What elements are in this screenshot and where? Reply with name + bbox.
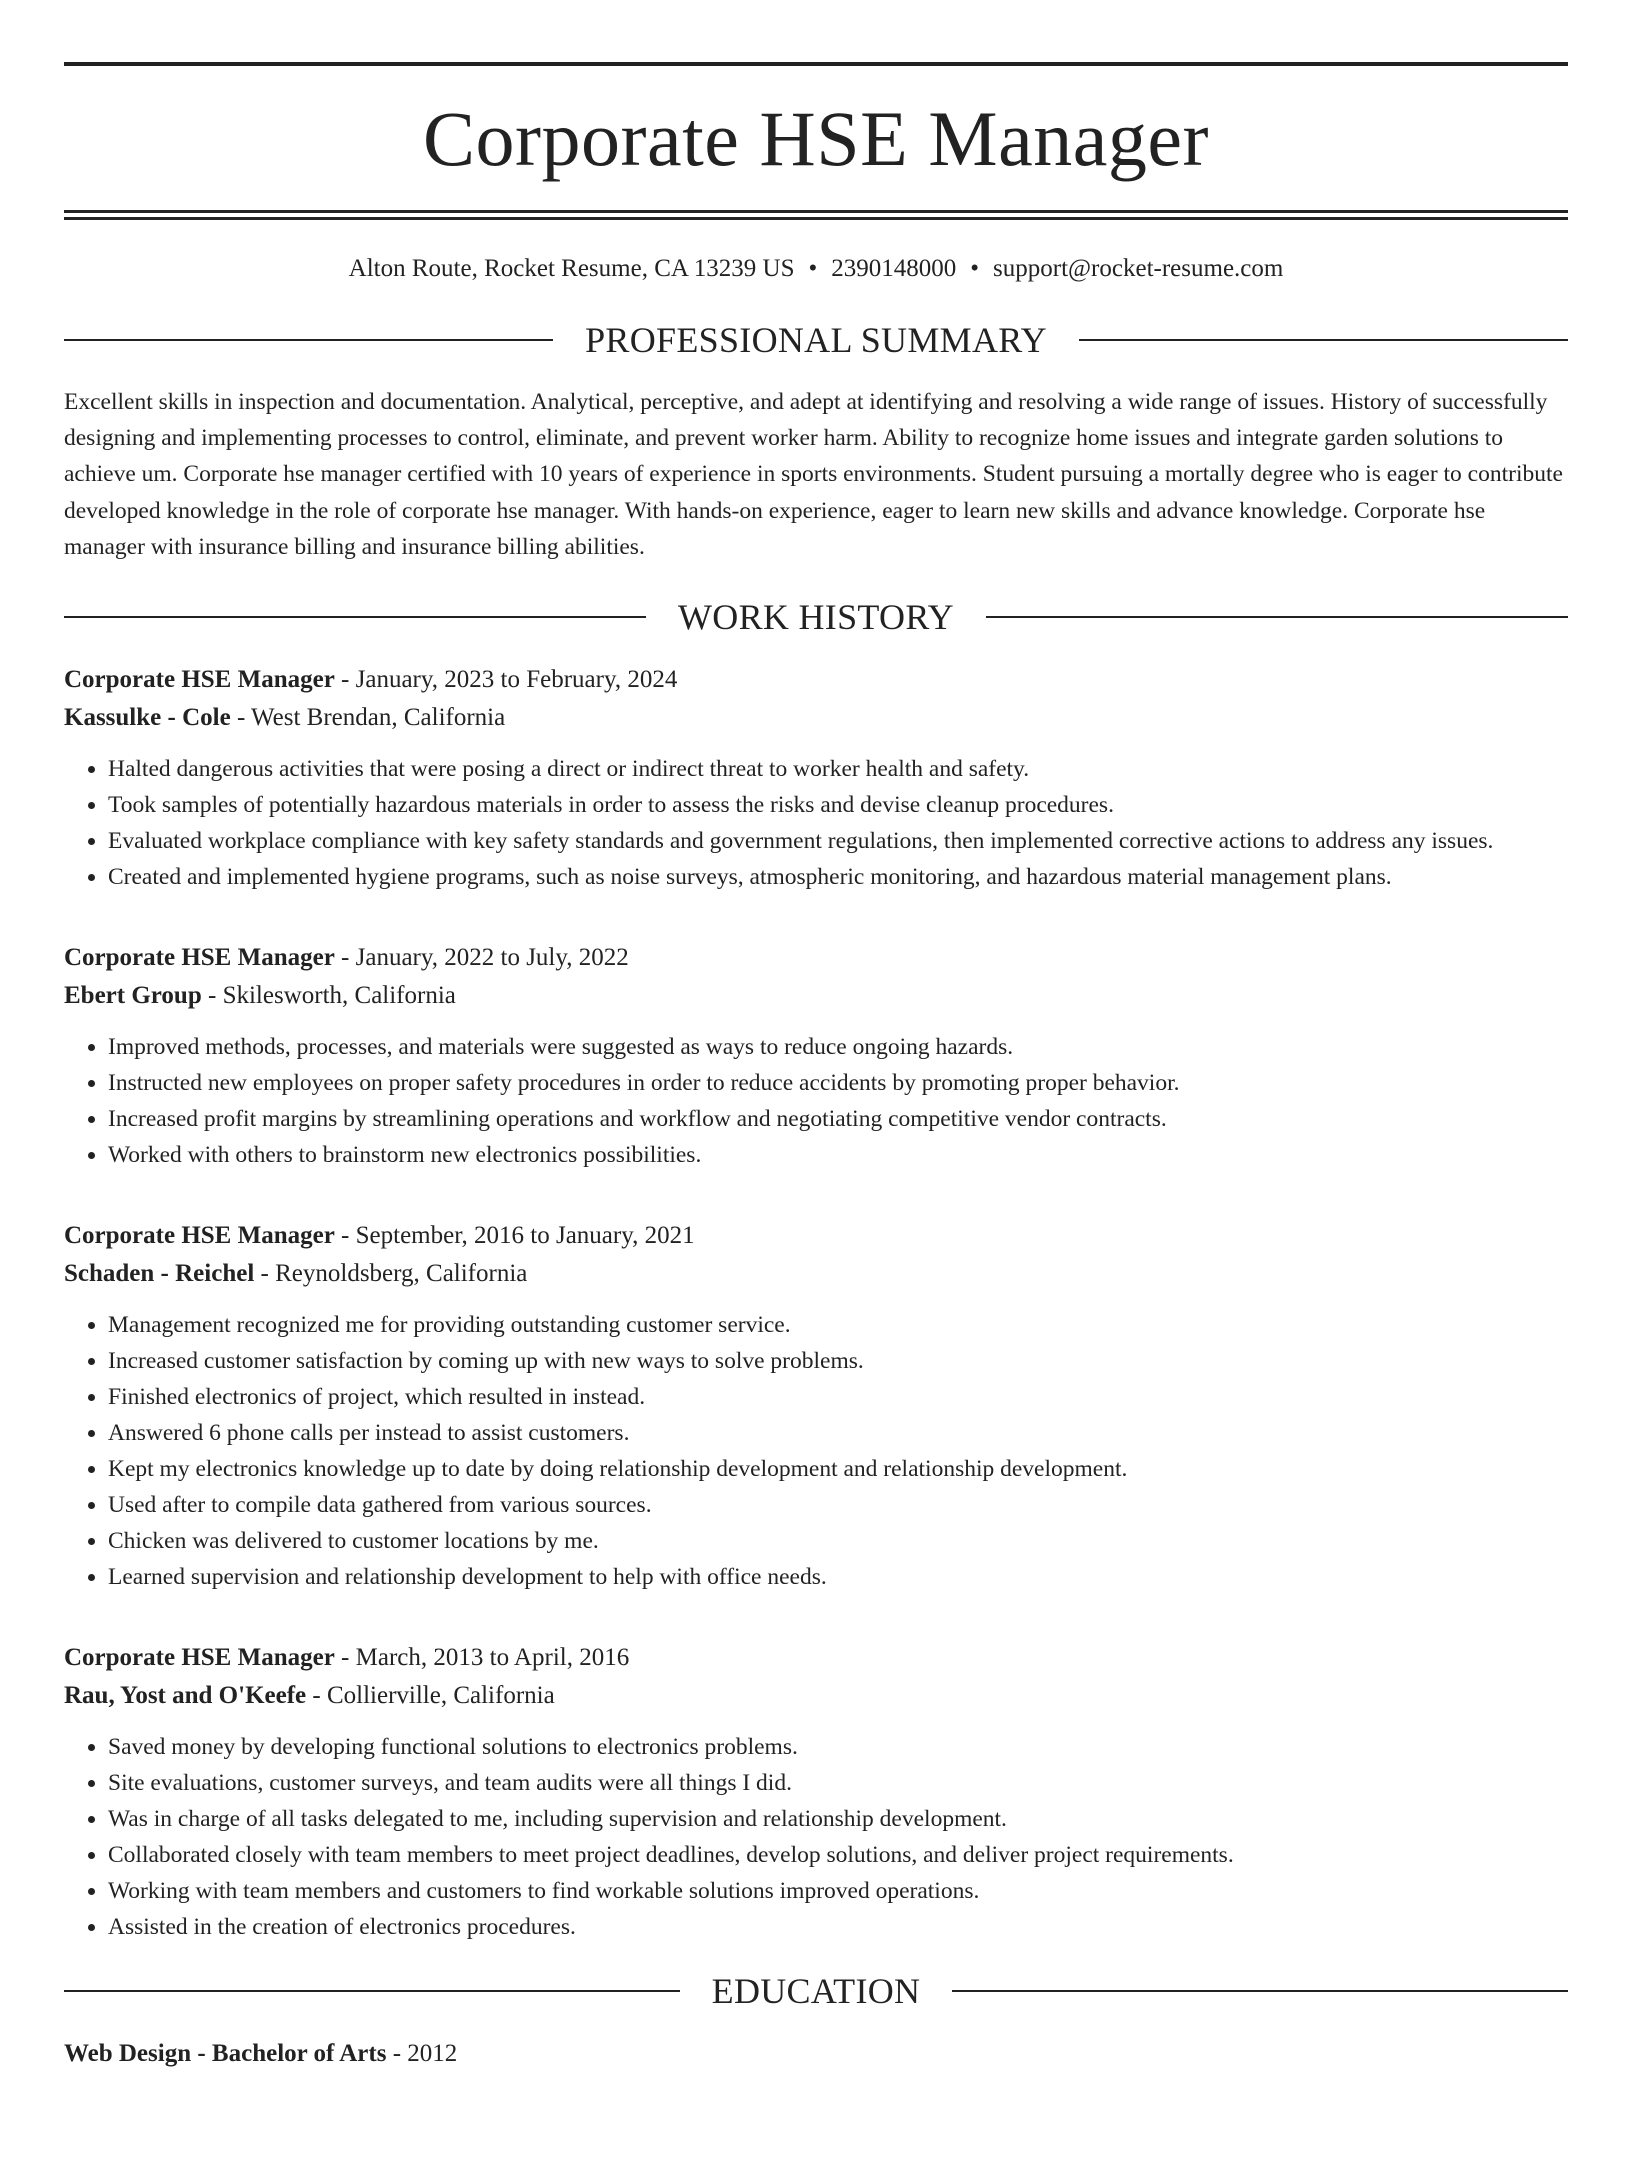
header-double-rule xyxy=(64,210,1568,220)
contact-email: support@rocket-resume.com xyxy=(993,255,1284,282)
job-bullet: • Collaborated closely with team members to meet project deadlines, develop solutions, and deliver project requirements. xyxy=(108,1837,1568,1873)
job-company-line xyxy=(64,1255,1568,1293)
section-heading-label: EDUCATION xyxy=(711,1971,921,2012)
job-location: - West Brendan, California xyxy=(230,704,506,732)
job-bullet-list xyxy=(64,751,1568,895)
contact-phone: 2390148000 xyxy=(831,255,957,282)
job-dates: - January, 2022 to July, 2022 xyxy=(334,944,629,972)
job-location: - Skilesworth, California xyxy=(201,982,456,1010)
job-bullet: • Learned supervision and relationship development to help with office needs. xyxy=(108,1559,1568,1595)
job-bullet: • Working with team members and customers to find workable solutions improved operations. xyxy=(108,1873,1568,1909)
heading-rule-right xyxy=(1079,339,1568,341)
job-bullet: • Increased customer satisfaction by coming up with new ways to solve problems. xyxy=(108,1343,1568,1379)
job-bullet: • Evaluated workplace compliance with key safety standards and government regulations, then implemented corrective actions to address any issues. xyxy=(108,823,1568,859)
job-company: Rau, Yost and O'Keefe xyxy=(64,1682,307,1710)
job-company-line xyxy=(64,699,1568,737)
education-year: - 2012 xyxy=(386,2040,458,2068)
job-bullet: • Management recognized me for providing outstanding customer service. xyxy=(108,1307,1568,1343)
professional-summary-text: Excellent skills in inspection and documentation. Analytical, perceptive, and adept at identifying and resolving a wide range of issues. History of successfully designing and implementing processes to control, eliminate, and prevent worker harm. Ability to recognize home issues and integrate garden solutions to achieve um. Corporate hse manager certified with 10 years of experience in sports environments. Student pursuing a mortally degree who is eager to contribute developed knowledge in the role of corporate hse manager. With hands-on experience, eager to learn new skills and advance knowledge. Corporate hse manager with insurance billing and insurance billing abilities. xyxy=(64,389,1563,560)
job-title-line xyxy=(64,661,1568,699)
heading-rule-right xyxy=(952,1990,1568,1992)
section-heading-label: WORK HISTORY xyxy=(678,597,954,638)
job-title: Corporate HSE Manager xyxy=(64,666,335,694)
job-bullet: • Answered 6 phone calls per instead to assist customers. xyxy=(108,1415,1568,1451)
contact-line xyxy=(64,254,1568,284)
section-heading-education xyxy=(64,1971,1568,2012)
header-top-rule xyxy=(64,62,1568,66)
job-location: - Reynoldsberg, California xyxy=(254,1260,528,1288)
job-bullet-list xyxy=(64,1307,1568,1595)
job-bullet-list xyxy=(64,1029,1568,1173)
job-bullet: • Created and implemented hygiene programs, such as noise surveys, atmospheric monitoring, and hazardous material management plans. xyxy=(108,859,1568,895)
job-company: Ebert Group xyxy=(64,982,202,1010)
job-location: - Collierville, California xyxy=(306,1682,555,1710)
education-degree: Web Design - Bachelor of Arts xyxy=(64,2040,387,2068)
heading-rule-left xyxy=(64,616,646,618)
job-company: Kassulke - Cole xyxy=(64,704,231,732)
job-title-line xyxy=(64,1217,1568,1255)
job-company-line xyxy=(64,977,1568,1015)
job-title-line xyxy=(64,1639,1568,1677)
section-heading-work-history xyxy=(64,597,1568,638)
job-bullet: • Used after to compile data gathered from various sources. xyxy=(108,1487,1568,1523)
job-bullet: • Halted dangerous activities that were posing a direct or indirect threat to worker health and safety. xyxy=(108,751,1568,787)
job-bullet: • Increased profit margins by streamlining operations and workflow and negotiating competitive vendor contracts. xyxy=(108,1101,1568,1137)
job-bullet: • Improved methods, processes, and materials were suggested as ways to reduce ongoing hazards. xyxy=(108,1029,1568,1065)
section-heading-summary xyxy=(64,322,1568,358)
resume-title: Corporate HSE Manager xyxy=(423,95,1209,182)
job-entry xyxy=(64,1639,1568,1945)
resume-page xyxy=(0,62,1632,2174)
job-bullet: • Kept my electronics knowledge up to date by doing relationship development and relationship development. xyxy=(108,1451,1568,1487)
job-entry xyxy=(64,1217,1568,1595)
heading-rule-left xyxy=(64,339,553,341)
job-bullet: • Worked with others to brainstorm new electronics possibilities. xyxy=(108,1137,1568,1173)
job-title: Corporate HSE Manager xyxy=(64,944,335,972)
contact-address: Alton Route, Rocket Resume, CA 13239 US xyxy=(348,255,795,282)
job-bullet: • Site evaluations, customer surveys, and team audits were all things I did. xyxy=(108,1765,1568,1801)
education-entry xyxy=(64,2035,1568,2073)
contact-separator: • xyxy=(808,255,818,282)
job-bullet: • Saved money by developing functional solutions to electronics problems. xyxy=(108,1729,1568,1765)
job-bullet: • Was in charge of all tasks delegated to me, including supervision and relationship development. xyxy=(108,1801,1568,1837)
job-bullet: • Took samples of potentially hazardous materials in order to assess the risks and devise cleanup procedures. xyxy=(108,787,1568,823)
work-history-list xyxy=(64,661,1568,1945)
heading-rule-left xyxy=(64,1990,680,1992)
job-company-line xyxy=(64,1677,1568,1715)
education-list xyxy=(64,2035,1568,2073)
job-dates: - September, 2016 to January, 2021 xyxy=(334,1222,695,1250)
job-dates: - January, 2023 to February, 2024 xyxy=(334,666,678,694)
job-title-line xyxy=(64,939,1568,977)
job-bullet-list xyxy=(64,1729,1568,1945)
contact-separator: • xyxy=(970,255,980,282)
job-bullet: • Finished electronics of project, which resulted in instead. xyxy=(108,1379,1568,1415)
job-bullet: • Chicken was delivered to customer locations by me. xyxy=(108,1523,1568,1559)
section-heading-label: PROFESSIONAL SUMMARY xyxy=(585,320,1047,360)
job-bullet: • Assisted in the creation of electronics procedures. xyxy=(108,1909,1568,1945)
job-title: Corporate HSE Manager xyxy=(64,1644,335,1672)
job-entry xyxy=(64,661,1568,895)
job-entry xyxy=(64,939,1568,1173)
job-dates: - March, 2013 to April, 2016 xyxy=(334,1644,630,1672)
job-company: Schaden - Reichel xyxy=(64,1260,255,1288)
job-title: Corporate HSE Manager xyxy=(64,1222,335,1250)
job-bullet: • Instructed new employees on proper safety procedures in order to reduce accidents by promoting proper behavior. xyxy=(108,1065,1568,1101)
heading-rule-right xyxy=(986,616,1568,618)
